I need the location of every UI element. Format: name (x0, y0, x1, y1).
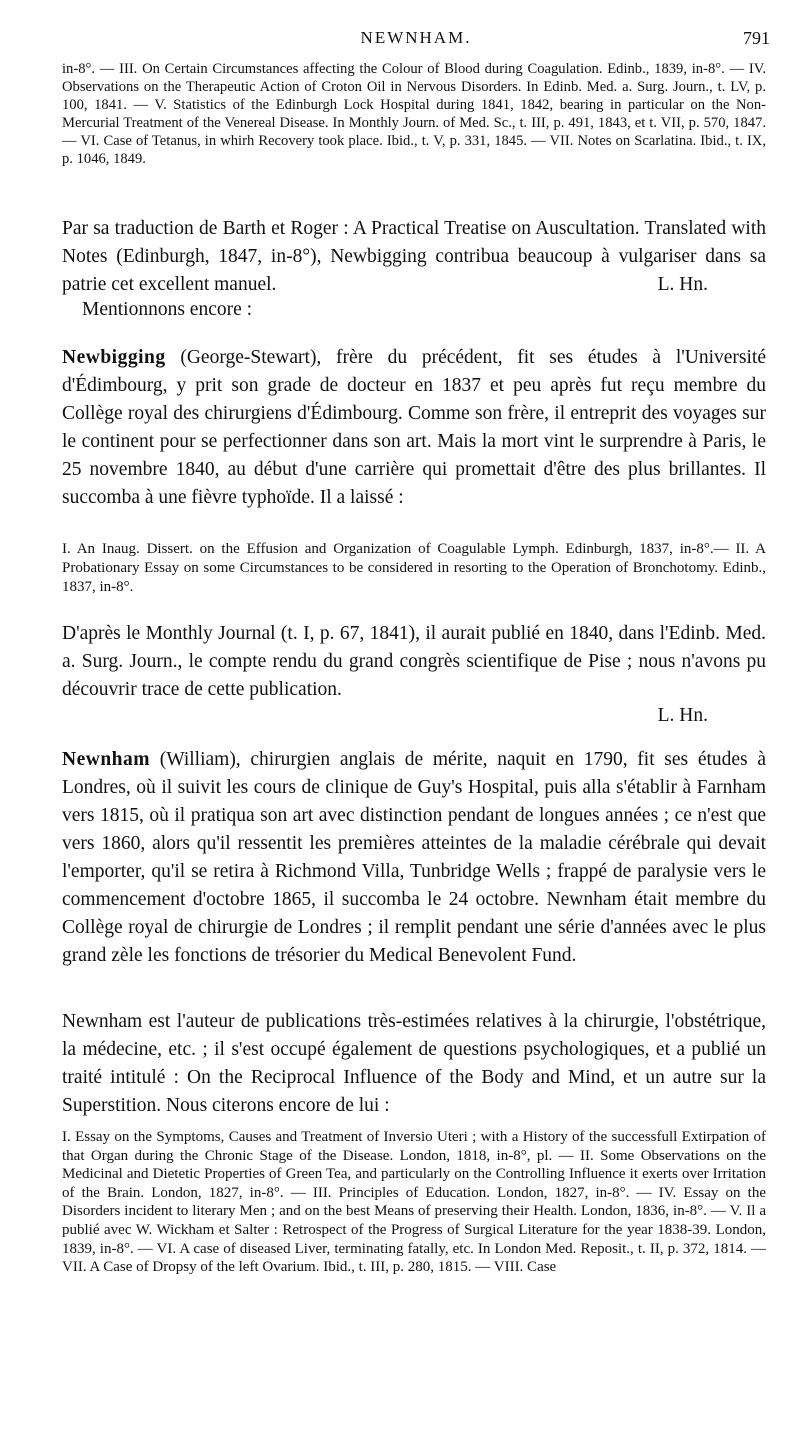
entry-newbigging-body: (George-Stewart), frère du précédent, fit ses études à l'Université d'Édimbourg, y prit son grade de docteur en 1837 et peu après fut reçu membre du Collège royal des chirurgiens d'Édimbourg. Comme son frère, il entreprit des voyages sur le continent pour se perfectionner dans son art. Mais la mort vint le surprendre à Paris, le 25 novembre 1840, au début d'une carrière qui promettait d'être des plus brillantes. Il succomba à une fièvre typhoïde. Il a laissé : (62, 347, 766, 508)
page-header (62, 28, 770, 50)
signature-2: L. Hn. (657, 705, 708, 726)
mention-line: Mentionnons encore : (82, 299, 253, 320)
entry-newbigging-george (62, 344, 766, 512)
bibliography-continued: in-8°. — III. On Certain Circumstances affecting the Colour of Blood during Coagulation. Edinb., 1839, in-8°. — IV. Observations on the Therapeutic Action of Croton Oil in Nervous Disorders. In Edinb. Med. a. Surg. Journ., t. LV, p. 100, 1841. — V. Statistics of the Edinburgh Lock Hospital during 1841, 1842, bearing in particular on the Non-Mercurial Treatment of the Venereal Disease. In Monthly Journ. of Med. Sc., t. III, p. 491, 1843, et t. VII, p. 570, 1847. — VI. Case of Tetanus, in whirh Recovery took place. Ibid., t. V, p. 331, 1845. — VII. Notes on Scarlatina. Ibid., t. IX, p. 1046, 1849. (62, 61, 766, 167)
headword-newbigging: Newbigging (62, 347, 166, 368)
running-head: NEWNHAM. (360, 28, 472, 47)
works-newbigging-george: I. An Inaug. Dissert. on the Effusion and Organization of Coagulable Lymph. Edinburgh, 1837, in-8°.— II. A Probationary Essay on some Circumstances to be considered in resorting to the Operation of Bronchotomy. Edinb., 1837, in-8°. (62, 541, 766, 595)
entry-newnham-body: (William), chirurgien anglais de mérite, naquit en 1790, fit ses études à Londres, où il suivit les cours de clinique de Guy's Hospital, puis alla s'établir à Farnham vers 1815, où il pratiqua son art avec distinction pendant de longues années ; ce n'est que vers 1860, alors qu'il ressentit les premières atteintes de la maladie cérébrale qui devait l'emporter, qu'il se retira à Richmond Villa, Tunbridge Wells ; frappé de paralysie vers le commencement d'octobre 1865, il succomba le 24 octobre. Newnham était membre du Collège royal de chirurgie de Londres ; il remplit pendant une série d'années avec le plus grand zèle les fonctions de trésorier du Medical Benevolent Fund. (62, 749, 766, 966)
newnham-publications-paragraph: Newnham est l'auteur de publications très-estimées relatives à la chirurgie, l'obstétrique, la médecine, etc. ; il s'est occupé également de questions psychologiques, et a publié un traité intitulé : On the Reciprocal Influence of the Body and Mind, et un autre sur la Superstition. Nous citerons encore de lui : (62, 1011, 766, 1116)
works-newnham: I. Essay on the Symptoms, Causes and Treatment of Inversio Uteri ; with a History of the successfull Extirpation of that Organ during the Chronic Stage of the Disease. London, 1818, in-8°, pl. — II. Some Observations on the Medicinal and Dietetic Properties of Green Tea, and particularly on the Controlling Influence it exerts over Irritation of the Brain. London, 1827, in-8°. — III. Principles of Education. London, 1827, in-8°. — IV. Essay on the Disorders incident to literary Men ; and on the best Means of preserving their Health. London, 1836, in-8°. — V. Il a publié avec W. Wickham et Salter : Retrospect of the Progress of Surgical Literature for the year 1838-39. London, 1839, in-8°. — VI. A case of diseased Liver, terminating fatally, etc. In London Med. Reposit., t. II, p. 372, 1814. — VII. A Case of Dropsy of the left Ovarium. Ibid., t. III, p. 280, 1815. — VIII. Case (62, 1129, 766, 1276)
signature-1: L. Hn. (657, 274, 708, 295)
entry-newnham-william (62, 746, 766, 970)
note-monthly-journal: D'après le Monthly Journal (t. I, p. 67, 1841), il aurait publié en 1840, dans l'Edinb. Med. a. Surg. Journ., le compte rendu du grand congrès scientifique de Pise ; nous n'avons pu découvrir trace de cette publication. (62, 623, 766, 700)
headword-newnham: Newnham (62, 749, 151, 770)
translation-text: Par sa traduction de Barth et Roger : A Practical Treatise on Auscultation. Translated with Notes (Edinburgh, 1847, in-8°), Newbigging contribua beaucoup à vulgariser dans sa patrie cet excellent manuel. (62, 218, 766, 295)
page-number: 791 (743, 28, 770, 48)
